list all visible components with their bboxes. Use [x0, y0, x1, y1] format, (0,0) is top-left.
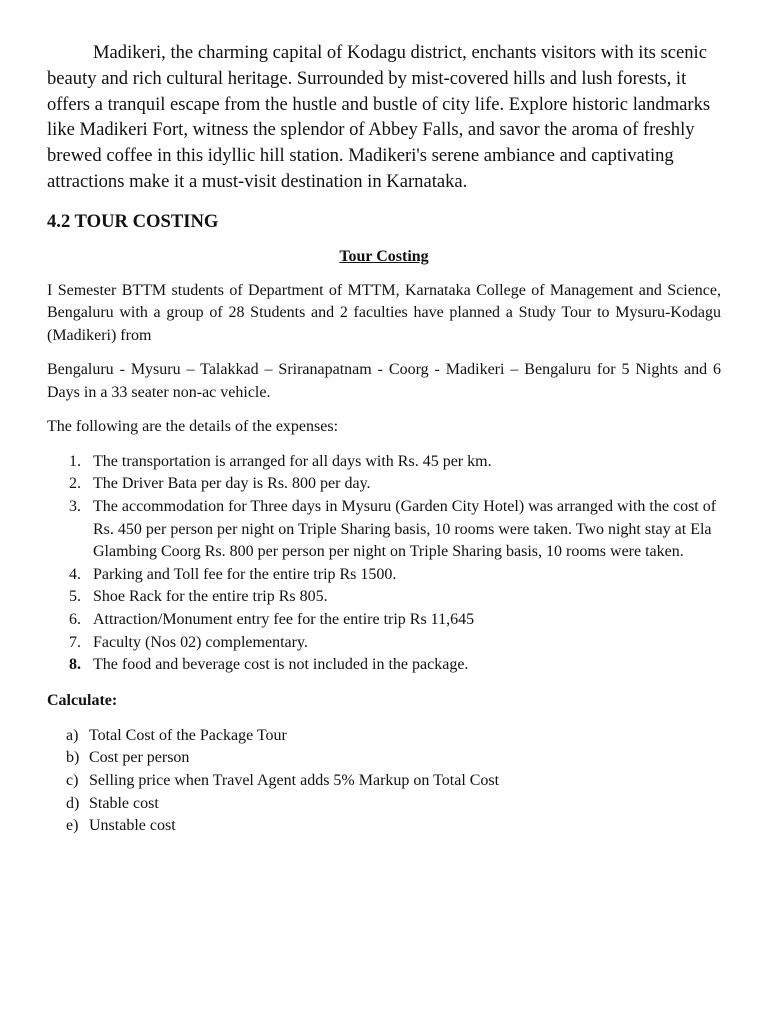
expense-text: Shoe Rack for the entire trip Rs 805. — [93, 588, 328, 606]
expense-text: The accommodation for Three days in Mysuru (Garden City Hotel) was arranged with the cost of Rs. 450 per person per night on Triple Sharing basis, 10 rooms were taken. Two night stay at Ela Glambing Coorg Rs. 800 per person per night on Triple Sharing basis, 10 rooms were taken. — [93, 497, 717, 561]
calculate-text: Stable cost — [89, 794, 159, 812]
expense-text: The food and beverage cost is not included in the package. — [93, 656, 469, 674]
expense-number: 8. — [69, 656, 81, 674]
expense-number: 2. — [69, 475, 81, 493]
intro-paragraph: Madikeri, the charming capital of Kodagu district, enchants visitors with its scenic beauty and rich cultural heritage. Surrounded by mist-covered hills and lush forests, it offers a tranquil escape from the hustle and bustle of city life. Explore historic landmarks like Madikeri Fort, witness the splendor of Abbey Falls, and savor the aroma of freshly brewed coffee in this idyllic hill station. Madikeri's serene ambiance and captivating attractions make it a must-visit destination in Karnataka. — [47, 42, 711, 192]
calculate-item — [47, 725, 721, 748]
expense-item — [47, 473, 721, 496]
calculate-item — [47, 770, 721, 793]
calculate-text: Unstable cost — [89, 817, 176, 835]
calculate-letter: b) — [66, 749, 80, 767]
expense-item — [47, 632, 721, 655]
route-paragraph: Bengaluru - Mysuru – Talakkad – Sriranapatnam - Coorg - Madikeri – Bengaluru for 5 Nights and 6 Days in a 33 seater non-ac vehicle. — [47, 361, 721, 401]
calculate-letter: c) — [66, 771, 79, 789]
calculate-text: Selling price when Travel Agent adds 5% Markup on Total Cost — [89, 771, 500, 789]
expense-number: 4. — [69, 565, 81, 583]
expense-number: 7. — [69, 633, 81, 651]
calculate-heading: Calculate: — [47, 691, 118, 709]
calculate-item — [47, 793, 721, 816]
calculate-text: Total Cost of the Package Tour — [89, 726, 287, 744]
expense-text: Attraction/Monument entry fee for the entire trip Rs 11,645 — [93, 610, 475, 628]
calculate-letter: e) — [66, 817, 79, 835]
tour-costing-title: Tour Costing — [339, 247, 429, 265]
document-page — [47, 40, 721, 838]
group-description-paragraph: I Semester BTTM students of Department of MTTM, Karnataka College of Management and Science, Bengaluru with a group of 28 Students and 2 faculties have planned a Study Tour to Mysuru-Kodagu (Madikeri) from — [47, 281, 721, 344]
expense-text: The Driver Bata per day is Rs. 800 per day. — [93, 475, 371, 493]
expense-number: 3. — [69, 497, 81, 515]
section-heading: 4.2 TOUR COSTING — [47, 210, 219, 232]
expense-number: 5. — [69, 588, 81, 606]
expense-item — [47, 654, 721, 677]
expense-text: Parking and Toll fee for the entire trip Rs 1500. — [93, 565, 397, 583]
expense-item — [47, 586, 721, 609]
calculate-item — [47, 747, 721, 770]
expenses-intro-paragraph: The following are the details of the expenses: — [47, 418, 339, 436]
expense-item — [47, 496, 721, 564]
expense-item — [47, 564, 721, 587]
expense-item — [47, 451, 721, 474]
calculate-letter: a) — [66, 726, 79, 744]
expense-text: The transportation is arranged for all days with Rs. 45 per km. — [93, 452, 492, 470]
calculate-item — [47, 815, 721, 838]
expense-list — [47, 451, 721, 677]
expense-number: 1. — [69, 452, 81, 470]
expense-item — [47, 609, 721, 632]
calculate-text: Cost per person — [89, 749, 190, 767]
calculate-letter: d) — [66, 794, 80, 812]
expense-text: Faculty (Nos 02) complementary. — [93, 633, 308, 651]
expense-number: 6. — [69, 610, 81, 628]
calculate-list — [47, 725, 721, 838]
